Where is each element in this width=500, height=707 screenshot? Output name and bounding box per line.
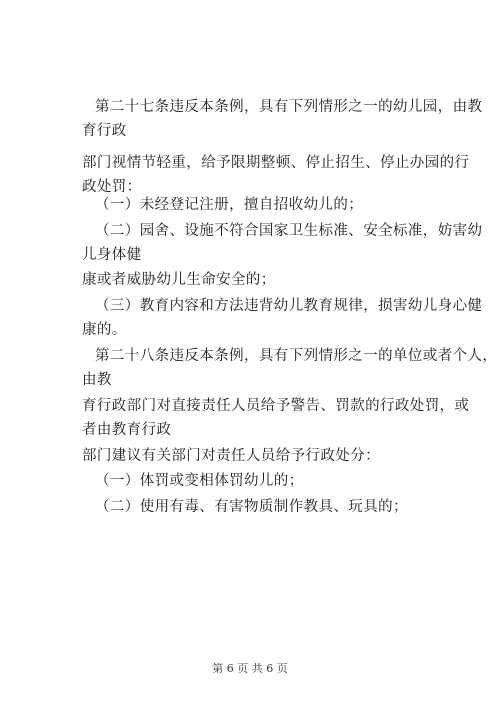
text-line: 第二十八条违反本条例，具有下列情形之一的单位或者个人， [95, 348, 498, 364]
text-line: 康的。 [82, 322, 127, 338]
text-line: （二）园舍、设施不符合国家卫生标准、安全标准，妨害幼 [95, 223, 483, 239]
text-line: 康或者威胁幼儿生命安全的； [82, 272, 276, 288]
text-line: （一）体罚或变相体罚幼儿的； [95, 473, 304, 489]
text-line: 部门建议有关部门对责任人员给予行政处分： [82, 448, 380, 464]
text-line: 政处罚： [82, 179, 142, 195]
page-number-footer: 第 6 页 共 6 页 [212, 662, 288, 675]
text-line: （一）未经登记注册，擅自招收幼儿的； [95, 197, 364, 213]
text-line: 由教 [82, 372, 112, 388]
text-line: 部门视情节轻重，给予限期整顿、停止招生、停止办园的行 [82, 155, 470, 171]
text-line: 育行政部门对直接责任人员给予警告、罚款的行政处罚，或 [82, 398, 470, 414]
text-line: 育行政 [82, 123, 127, 139]
text-line: （三）教育内容和方法违背幼儿教育规律，损害幼儿身心健 [95, 298, 483, 314]
text-line: 儿身体健 [82, 247, 142, 263]
text-line: （二）使用有毒、有害物质制作教具、玩具的； [95, 499, 408, 515]
text-line: 第二十七条违反本条例，具有下列情形之一的幼儿园，由教 [95, 99, 483, 115]
text-line: 者由教育行政 [82, 422, 172, 438]
